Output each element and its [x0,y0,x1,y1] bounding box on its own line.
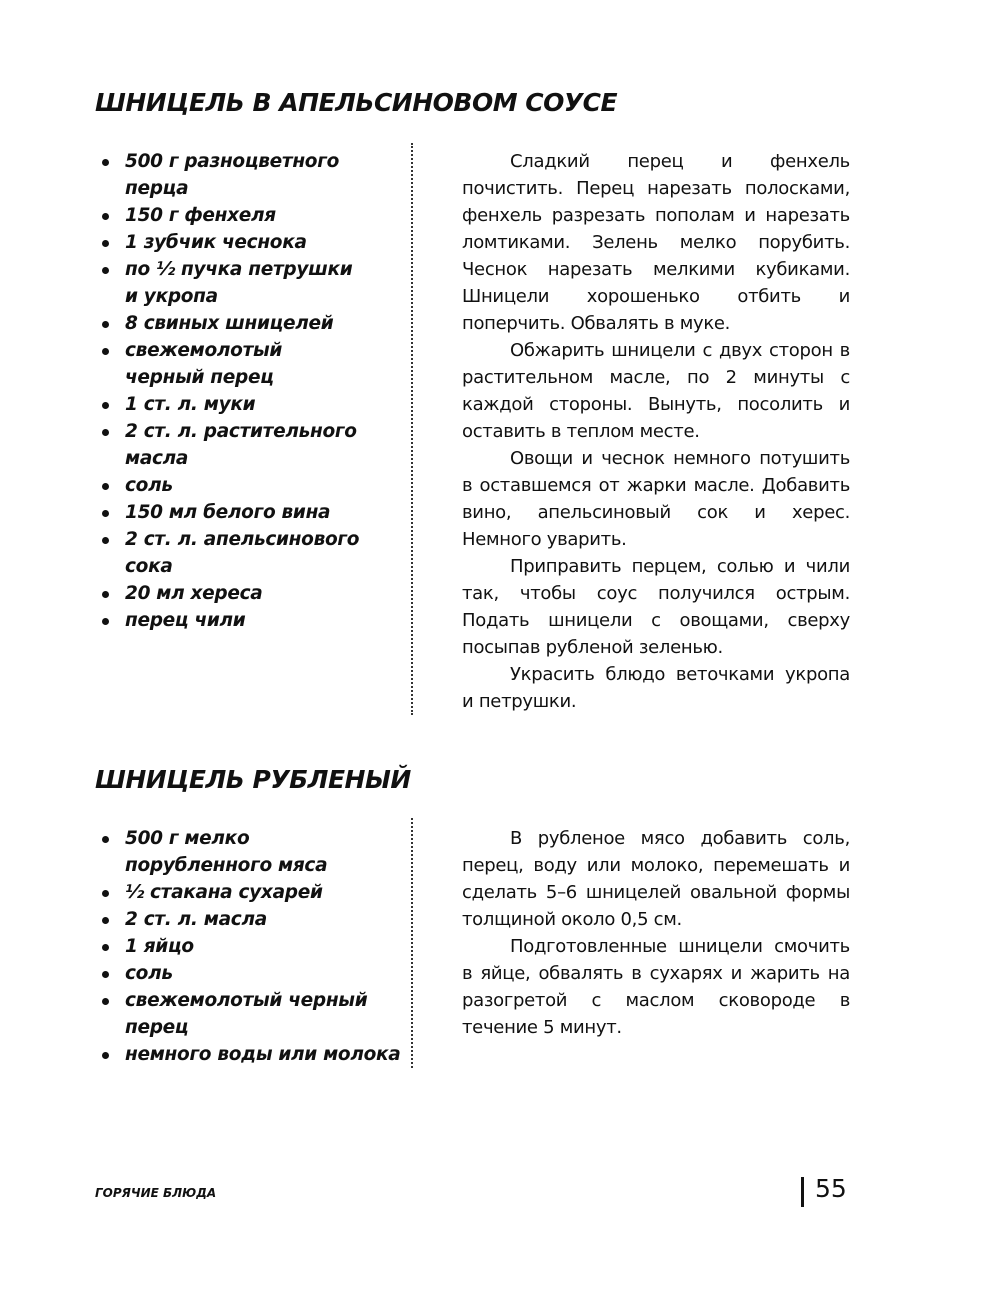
ingredient-item [100,580,400,607]
ingredient-item [100,879,400,906]
ingredient-item [100,960,400,987]
recipe-method [462,148,850,715]
ingredient-text: перца [125,178,189,199]
ingredient-item [100,987,400,1041]
ingredient-item [100,202,400,229]
recipe-title: ШНИЦЕЛЬ В АПЕЛЬСИНОВОМ СОУСЕ [95,88,618,117]
ingredient-text: немного воды или молока [125,1044,401,1065]
ingredient-text: сока [125,556,173,577]
recipe-method [462,825,850,1041]
method-paragraph: Сладкий перец и фенхель почистить. Перец нарезать полосками, фенхель разрезать пополам и нарезать ломтиками. Зелень мелко порубить. Чеснок нарезать мелкими кубиками. Шницели хорошенько отбить и поперчить. Обвалять в муке. [462,151,850,334]
ingredient-text: перец чили [125,610,246,631]
column-divider [411,818,413,1068]
recipe-title: ШНИЦЕЛЬ РУБЛЕНЫЙ [95,765,411,794]
ingredient-item [100,256,400,310]
ingredient-text: перец [125,1017,189,1038]
ingredient-item [100,148,400,202]
ingredient-text: порубленного мяса [125,855,328,876]
ingredient-item [100,391,400,418]
ingredient-item [100,933,400,960]
method-paragraph: В рубленое мясо добавить соль, перец, воду или молоко, перемешать и сделать 5–6 шницелей овальной формы толщиной около 0,5 см. [462,828,850,930]
method-paragraph: Приправить перцем, солью и чили так, чтобы соус получился острым. Подать шницели с овощами, сверху посыпав рубленой зеленью. [462,556,850,658]
ingredient-text: соль [125,963,173,984]
ingredient-text: 150 мл белого вина [125,502,331,523]
page-number-rule [801,1177,804,1207]
ingredient-item [100,418,400,472]
method-paragraph: Подготовленные шницели смочить в яйце, обвалять в сухарях и жарить на разогретой с маслом сковороде в течение 5 минут. [462,936,850,1038]
ingredient-item [100,229,400,256]
ingredient-item [100,337,400,391]
ingredient-item [100,825,400,879]
ingredient-item [100,526,400,580]
page-number: 55 [815,1174,847,1203]
ingredient-text: черный перец [125,367,274,388]
running-footer-section: ГОРЯЧИЕ БЛЮДА [95,1186,217,1200]
ingredient-item [100,472,400,499]
ingredient-text: 20 мл хереса [125,583,263,604]
method-paragraph: Овощи и чеснок немного потушить в оставшемся от жарки масле. Добавить вино, апельсиновый сок и херес. Немного уварить. [462,448,850,550]
ingredient-text: соль [125,475,173,496]
method-paragraph: Обжарить шницели с двух сторон в растительном масле, по 2 минуты с каждой стороны. Вынуть, посолить и оставить в теплом месте. [462,340,850,442]
method-paragraph: Украсить блюдо веточками укропа и петрушки. [462,664,850,712]
ingredient-text: по ½ пучка петрушки [125,259,353,280]
ingredient-text: 2 ст. л. апельсинового [125,529,360,550]
ingredient-item [100,607,400,634]
column-divider [411,143,413,715]
ingredient-text: 8 свиных шницелей [125,313,334,334]
ingredient-text: 2 ст. л. растительного [125,421,357,442]
ingredient-item [100,499,400,526]
ingredient-text: 500 г мелко [125,828,250,849]
ingredient-text: свежемолотый [125,340,283,361]
ingredient-text: 1 яйцо [125,936,194,957]
ingredient-item [100,1041,400,1068]
ingredient-text: свежемолотый черный [125,990,368,1011]
ingredient-text: 1 зубчик чеснока [125,232,307,253]
ingredient-text: 2 ст. л. масла [125,909,267,930]
ingredient-list [100,825,400,1068]
ingredient-text: 150 г фенхеля [125,205,276,226]
ingredient-item [100,906,400,933]
ingredient-text: масла [125,448,189,469]
ingredient-text: 500 г разноцветного [125,151,339,172]
ingredient-item [100,310,400,337]
ingredient-text: ½ стакана сухарей [125,882,323,903]
ingredient-text: 1 ст. л. муки [125,394,256,415]
ingredient-list [100,148,400,634]
ingredient-text: и укропа [125,286,218,307]
